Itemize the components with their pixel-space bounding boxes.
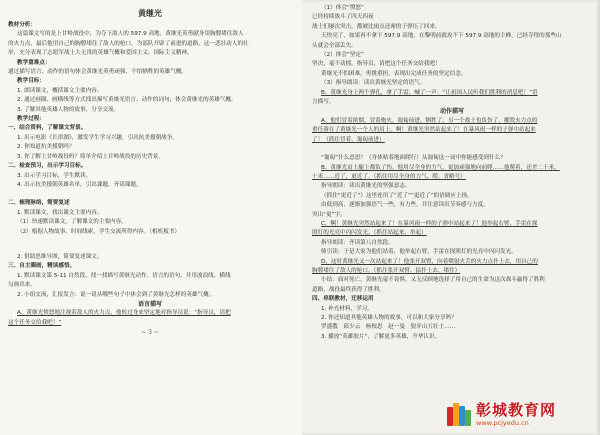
page-number: ~ 3 ~ [141, 329, 159, 337]
watermark-name: 彰城教育网 [476, 401, 557, 419]
left-text-line: 一、结合资料，了解课文背景。 [8, 125, 87, 132]
left-text-line: 举，充分表现了志愿军战士大无畏的英雄气概和爱国主义、国际主义精神。 [8, 50, 193, 57]
left-text-line: 1. 默读课文第 5-11 自然段，找一找描写黄继光动作、语言的语句，并用波浪线、横线 [17, 272, 231, 279]
right-text-line: 已经持续战斗了四天四夜 [312, 14, 374, 21]
right-text-line: B、黄继光肩上腿上都负了伤。他用尽全身的力气，更加顽强地向前爬……他爬着，还差二十米， [321, 164, 560, 171]
left-text-line: 的火力点，最后他用自己的胸膛堵住了敌人的枪口，为部队开辟了前进的道路，这一悲壮动人的壮 [8, 40, 249, 47]
right-text-line: 黄继光不怕困难，勇挑重担，表现出完成任务的坚定信念。 [321, 70, 467, 77]
left-text-line: 2. 你知道抗美援朝吗？ [17, 144, 75, 151]
left-text-line: 二、检查预习，出示学习目标。 [8, 163, 87, 170]
right-text-line: 1. 补充材料，学习。 [321, 305, 373, 312]
left-text-line: 4. 出示抗美援朝英雄名单，引出课题，齐读课题。 [17, 181, 142, 188]
right-text-line: 道路，战役最终获得了胜利。 [312, 286, 385, 293]
right-text-line: 2. 你还知道其他英雄人物的故事，可以和大家分享吗？ [321, 315, 457, 321]
left-text-line: 教材分析： [8, 22, 36, 28]
left-text-line: 这篇课文写的是上甘岭战役中，为夺下敌人的 597.9 高地，黄继光英勇献身用胸膛堵住敌人 [17, 31, 244, 38]
left-text-line: （1）快速默读课文，了解课文的主要内容。 [17, 219, 127, 226]
right-text-line: （2）体会“坚定” [321, 52, 364, 59]
right-text-line: B、黄继光身上两个弹孔，拿了手雷，喊了一声：“让祖国人民听我们胜利的消息吧！”语 [321, 89, 538, 96]
right-text-line: （3）指导朗读：读出黄继光坚定的语气。 [321, 80, 426, 87]
right-text-line: 天快亮了，如果再不拿下 597.9 高地，在黎明前就攻不下 597.9 高地的主峰，已经夺得的那些山 [321, 33, 562, 40]
left-text-line: 二、梳理脉络，简要复述 [8, 200, 70, 207]
right-text-line: “匍匐”什么意思？（身体贴着地面爬行）从匍匐这一词中你能感受到什么？ [321, 155, 506, 162]
left-text-line: 教学过程： [17, 116, 45, 123]
right-text-line: 了！（抓住冒着、匍匐前进） [312, 136, 385, 143]
left-text-line: 1. 朗读课文，概括课文主要内容。 [17, 87, 103, 94]
right-text-line: 战士们屡次突击，都被比雨点还密的子弹压了回来。 [312, 23, 441, 30]
left-text-line: 1. 出示电影《长津湖》，激发学生学习兴趣，引出抗美援朝战争。 [17, 134, 178, 141]
left-text-line: 1. 默读课文，找出课文主要内容。 [17, 209, 103, 216]
right-text-line: 3. 播放“英雄胶片”，了解更多英雄，升华认识。 [321, 333, 441, 340]
right-text-line: 罗盛教 邱少云 杨根思 赵一曼 狼牙山五壮士…… [321, 324, 456, 331]
left-text-line: 勾画出来。 [8, 282, 36, 289]
site-watermark-logo [446, 397, 596, 431]
right-text-line: 突出“更”字。 [312, 211, 346, 218]
left-text-line: 2. 通过画圈、画横线等方式找出描写黄继光语言、动作的词句，体会黄继光的英雄气概。 [17, 97, 237, 104]
right-body [312, 4, 592, 342]
right-text-line: 指导朗读：齐读第八自然段。 [321, 239, 394, 246]
right-text-line: C、啊！黄继光突然站起来了！在暴风雨一样的子弹中站起来了！他举起右臂，手雷在探 [321, 220, 538, 227]
left-text-line: 3. 你了解上甘岭战役吗？简单介绍上甘岭战役的历史背景。 [17, 153, 164, 160]
right-text-line: 照灯的光亮中闪闪发光。（抓住站起来、举起） [312, 230, 427, 237]
page-title: 黄继光 [138, 9, 162, 18]
right-text-line: 头就会全部丢失。 [312, 42, 357, 49]
right-text-line: 指导朗读：读出黄继光的坚强意志。 [321, 183, 411, 190]
right-page [302, 0, 600, 435]
left-text-line: A、黄继光愤怒地注视着敌人的火力点，他转过身来坚定地对指导员说：“指导员，请把 [17, 310, 231, 317]
right-text-line: 坚决，毫不动摇。指导员，请把这个任务交给我吧！ [312, 61, 441, 68]
left-text-line: 2. 小组交流，汇报发言：说一说从哪些句子中体会到了黄继光怎样的英雄气概。 [17, 291, 215, 298]
left-text-line [8, 190, 292, 199]
left-text-line: 语言描写 [137, 300, 162, 308]
right-text-line: 小结：面对死亡，黄继光毫不畏惧，又无反顾地选择了用自己的生命为这次战斗赢得了胜利 [321, 277, 545, 284]
left-text-line: 三、自主圈画，精读感悟。 [8, 263, 76, 270]
right-text-line: 言描写。 [312, 99, 335, 106]
right-text-line: 重任落在了黄继光一个人的肩上。啊！黄继光突然站起来了！在暴风雨一样的子弹中站起来 [312, 127, 536, 134]
right-text-line: 四、串联教材，迁移运用 [312, 296, 374, 303]
right-text-line: A、他们冒着浓烟，冒着炮火，匍匐前进。牺牲了，另一个战士也负伤了，摧毁火力点的 [321, 117, 538, 124]
left-text-line [8, 237, 292, 253]
left-text-line: 3. 了解其他英雄人物的故事，分享交流。 [17, 106, 120, 113]
left-text-line: 这个任务交给我吧！” [8, 319, 62, 326]
right-text-line: 胸膛堵住了敌人的枪口。（抓住张开双臂、猛扑上去、堵住） [312, 267, 461, 274]
right-text-line: 由低到高，逐渐加强语气一些，有力些，并注意读出节奏感与力度。 [321, 202, 489, 209]
left-body [8, 21, 292, 338]
right-text-line: D、这时黄继光又一次站起来了！他张开双臂，向着喷射火舌的火力点扑上去，用自己的 [321, 258, 538, 265]
watermark-url: www.pcjyedu.cn [476, 419, 529, 427]
right-text-line: 师引读：于是大家为他们站着，他举起右臂，手雷在探照灯的光亮中闪闪发光。 [321, 249, 517, 256]
right-text-line: 动作描写 [439, 108, 464, 116]
left-text-line: 2. 借助思维导图，简要复述课文。 [17, 253, 103, 260]
right-text-line: 十米……近了，更近了。（抓住用尽全身的力气、爬、省略号） [312, 173, 466, 180]
right-text-line [312, 145, 592, 154]
left-text-line: 通过描写语言、动作的语句体会黄继光英勇顽强、不怕牺牲的英雄气概。 [8, 69, 188, 76]
left-text-line: 3. 出示学习目标，学生默读。 [17, 172, 92, 179]
left-text-line: （2）根据人物故事、时间线索，学生交流所得内容。（相机板书） [17, 228, 180, 235]
right-text-line: （抓住“更近了”）这里连用了“近了”“更近了”的语调应上扬， [321, 192, 473, 199]
books-logo-icon [446, 401, 472, 427]
left-text-line: 教学目标： [17, 78, 45, 85]
right-text-line: （1）体会“愤怒” [321, 5, 364, 11]
left-text-line: 教学重难点： [17, 59, 51, 66]
